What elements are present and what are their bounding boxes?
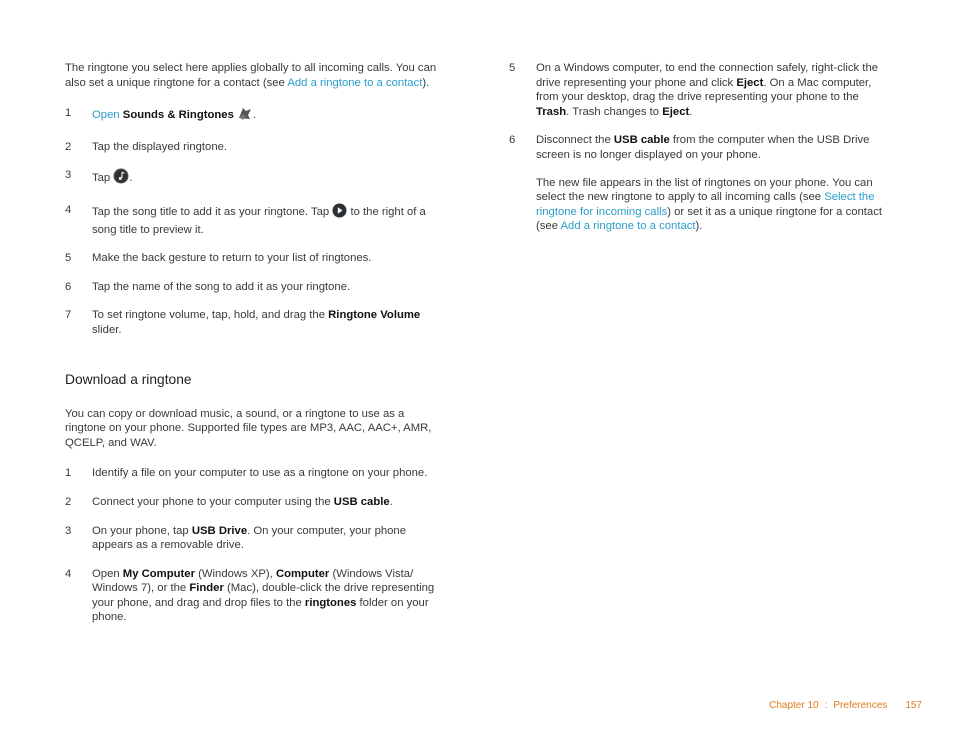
bold-term: Finder (189, 582, 224, 595)
section-title: Download a ringtone (65, 371, 192, 387)
bold-term: Trash (536, 105, 567, 118)
step-7 (65, 308, 445, 337)
step-text-end: . On your computer, your phone appears as a removable drive. (92, 524, 406, 552)
closing-text-end: ). (695, 220, 703, 233)
step-text: . Trash changes to (566, 105, 663, 118)
step-number: 4 (65, 567, 72, 580)
download-step-5 (509, 61, 889, 119)
closing-paragraph (509, 176, 889, 234)
download-step-6 (509, 133, 889, 162)
step-text-end: . (129, 172, 133, 185)
step-text: To set ringtone volume, tap, hold, and drag the (92, 309, 329, 322)
left-column (65, 61, 445, 639)
step-text: (Windows Vista/ Windows 7), or the (92, 567, 414, 595)
bold-term: My Computer (122, 567, 195, 580)
step-1 (65, 106, 445, 126)
step-number: 6 (509, 134, 516, 147)
closing-text: The new file appears in the list of ringtones on your phone. You can select the new ringtone to apply to all incoming calls (see (536, 176, 873, 204)
step-text: On your phone, tap (92, 524, 192, 537)
bold-term: Eject (662, 105, 690, 118)
step-number: 2 (65, 140, 72, 153)
step-number: 4 (65, 203, 72, 216)
step-text: (Mac), double-click the drive representing your phone, and drag and drop files to the (92, 582, 435, 609)
step-text: Connect your phone to your computer using the (92, 495, 334, 508)
intro-text-end: ). (422, 76, 430, 89)
step-text: . (689, 105, 693, 118)
step-text-end: to the right of a song title to preview it. (92, 205, 426, 236)
step-text-end: . (389, 495, 393, 508)
bold-term: USB Drive (191, 524, 248, 537)
step-4 (65, 203, 445, 237)
download-step-4 (65, 567, 445, 625)
closing-text: ) or set it as a unique ringtone for a contact (see (536, 205, 882, 233)
step-number: 6 (65, 280, 72, 293)
step-number: 5 (509, 62, 516, 74)
page-number: 157 (905, 700, 922, 711)
link-open[interactable]: Open (92, 109, 120, 122)
intro-paragraph (65, 61, 445, 90)
footer-chapter: Chapter 10 (769, 700, 819, 711)
bold-term: ringtones (304, 596, 357, 609)
download-step-3 (65, 524, 445, 553)
intro-text: The ringtone you select here applies globally to all incoming calls. You can also set a unique ringtone for a contact (see (65, 62, 437, 89)
app-name-sounds-ringtones: Sounds & Ringtones (122, 109, 234, 122)
step-number: 1 (65, 107, 72, 120)
bold-term: Eject (736, 76, 764, 89)
link-add-ringtone-to-contact[interactable]: Add a ringtone to a contact (560, 220, 696, 233)
step-text: Tap the displayed ringtone. (92, 140, 228, 153)
step-number: 1 (65, 467, 72, 480)
play-icon (332, 203, 347, 223)
step-text-end: slider. (92, 323, 122, 336)
step-6 (65, 280, 445, 295)
sounds-ringtones-icon (237, 106, 253, 126)
step-2 (65, 140, 445, 155)
step-number: 5 (65, 252, 72, 265)
step-text: Make the back gesture to return to your list of ringtones. (92, 252, 372, 265)
music-note-icon (113, 168, 129, 189)
step-text: (Windows XP), (194, 567, 276, 580)
step-5 (65, 251, 445, 266)
step-text: . (253, 109, 257, 122)
step-3 (65, 168, 445, 189)
download-step-1 (65, 466, 445, 481)
download-step-2 (65, 495, 445, 510)
link-add-ringtone-to-contact[interactable]: Add a ringtone to a contact (287, 76, 423, 89)
bold-term: USB cable (613, 134, 670, 147)
step-text: Tap (92, 172, 111, 185)
step-text: . On a Mac computer, from your desktop, drag the drive representing your phone to the (536, 76, 872, 104)
step-number: 3 (65, 524, 72, 537)
bold-term: USB cable (333, 495, 390, 508)
bold-term: Ringtone Volume (328, 309, 421, 322)
right-column (509, 61, 889, 234)
footer-separator: : (824, 700, 828, 711)
footer-section: Preferences (833, 700, 888, 711)
step-text: Identify a file on your computer to use as a ringtone on your phone. (92, 467, 428, 480)
page-footer (769, 700, 922, 712)
link-select-ringtone-incoming-calls[interactable]: Select the ringtone for incoming calls (536, 191, 875, 218)
section-paragraph: You can copy or download music, a sound, or a ringtone to use as a ringtone on your phone. Supported file types are MP3, AAC, AAC+, AMR, QCELP, and WAV. (65, 407, 432, 449)
bold-term: Computer (275, 567, 330, 580)
step-text: Tap the name of the song to add it as your ringtone. (92, 280, 351, 293)
step-number: 7 (65, 309, 72, 322)
step-text: Disconnect the (536, 134, 614, 147)
step-number: 3 (65, 169, 72, 182)
step-text: Tap the song title to add it as your ringtone. Tap (92, 205, 330, 218)
step-text: On a Windows computer, to end the connection safely, right-click the drive representing your phone and click (536, 62, 879, 89)
step-number: 2 (65, 495, 72, 508)
step-text: folder on your phone. (92, 596, 429, 624)
step-text-end: from the computer when the USB Drive screen is no longer displayed on your phone. (536, 134, 870, 161)
step-text: Open (92, 567, 123, 580)
